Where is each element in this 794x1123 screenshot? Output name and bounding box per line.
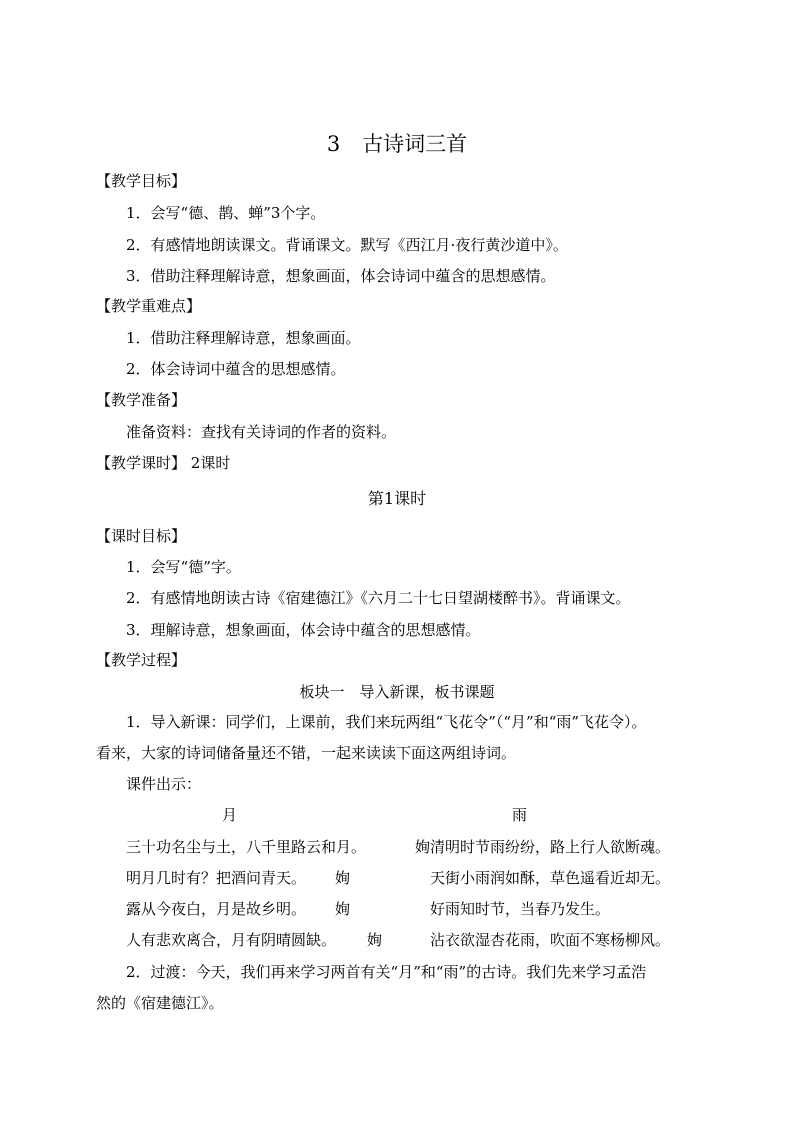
poem-right: 沾衣欲湿杏花雨，吹面不寒杨柳风。 — [430, 931, 671, 949]
poem-left: 明月几时有？把酒问青天。 — [126, 869, 307, 887]
courseware-label: 课件出示： — [126, 775, 202, 793]
block-title: 板块一 导入新课，板书课题 — [299, 683, 495, 701]
poem-left: 三十功名尘与土，八千里路云和月。 — [126, 838, 367, 856]
key-points-heading: 【教学重难点】 — [96, 297, 202, 315]
lesson-goal-item: 2．有感情地朗读古诗《宿建德江》《六月二十七日望湖楼醉书》。背诵课文。 — [126, 589, 631, 607]
preparation-text: 准备资料：查找有关诗词的作者的资料。 — [126, 423, 397, 441]
lesson-name: 古诗词三首 — [362, 132, 468, 156]
transition-paragraph-line: 然的《宿建德江》。 — [96, 994, 224, 1012]
periods-heading: 【教学课时】 — [96, 454, 187, 472]
teaching-goal-item: 1．会写“德、鹊、蝉”3个字。 — [126, 204, 326, 222]
preparation-heading: 【教学准备】 — [96, 391, 187, 409]
periods-value: 2课时 — [190, 454, 231, 472]
lesson-period-title: 第1课时 — [367, 489, 427, 508]
poem-right: 姰清明时节雨纷纷，路上行人欲断魂。 — [415, 838, 671, 856]
poem-right: 天街小雨润如酥，草色遥看近却无。 — [430, 869, 671, 887]
poem-left: 露从今夜白，月是故乡明。 — [126, 900, 307, 918]
page-title — [0, 130, 794, 158]
lesson-goals-heading: 【课时目标】 — [96, 527, 187, 545]
poem-mark: 姰 — [367, 931, 383, 949]
teaching-goals-heading: 【教学目标】 — [96, 172, 187, 190]
process-heading: 【教学过程】 — [96, 651, 187, 669]
intro-paragraph-line: 看来，大家的诗词储备量还不错，一起来读读下面这两组诗词。 — [96, 744, 517, 762]
teaching-goal-item: 3．借助注释理解诗意，想象画面，体会诗词中蕴含的思想感情。 — [126, 267, 556, 285]
poem-mark: 姰 — [335, 900, 351, 918]
intro-paragraph-line: 1．导入新课：同学们，上课前，我们来玩两组“飞花令”（“月”和“雨”飞花令）。 — [126, 713, 647, 731]
key-point-item: 1．借助注释理解诗意，想象画面。 — [126, 329, 361, 347]
poem-left: 人有悲欢离合，月有阴晴圆缺。 — [126, 931, 337, 949]
column-heading-moon: 月 — [222, 806, 238, 824]
lesson-goal-item: 1．会写“德”字。 — [126, 558, 241, 576]
periods-line — [96, 453, 230, 473]
column-heading-rain: 雨 — [512, 806, 528, 824]
key-point-item: 2．体会诗词中蕴含的思想感情。 — [126, 360, 346, 378]
poem-mark: 姰 — [335, 869, 351, 887]
poem-right: 好雨知时节，当春乃发生。 — [430, 900, 611, 918]
teaching-goal-item: 2．有感情地朗读课文。背诵课文。默写《西江月·夜行黄沙道中》。 — [126, 236, 568, 254]
lesson-number: 3 — [326, 132, 341, 156]
transition-paragraph-line: 2．过渡：今天，我们再来学习两首有关“月”和“雨”的古诗。我们先来学习孟浩 — [126, 963, 647, 981]
lesson-goal-item: 3．理解诗意，想象画面，体会诗中蕴含的思想感情。 — [126, 621, 481, 639]
